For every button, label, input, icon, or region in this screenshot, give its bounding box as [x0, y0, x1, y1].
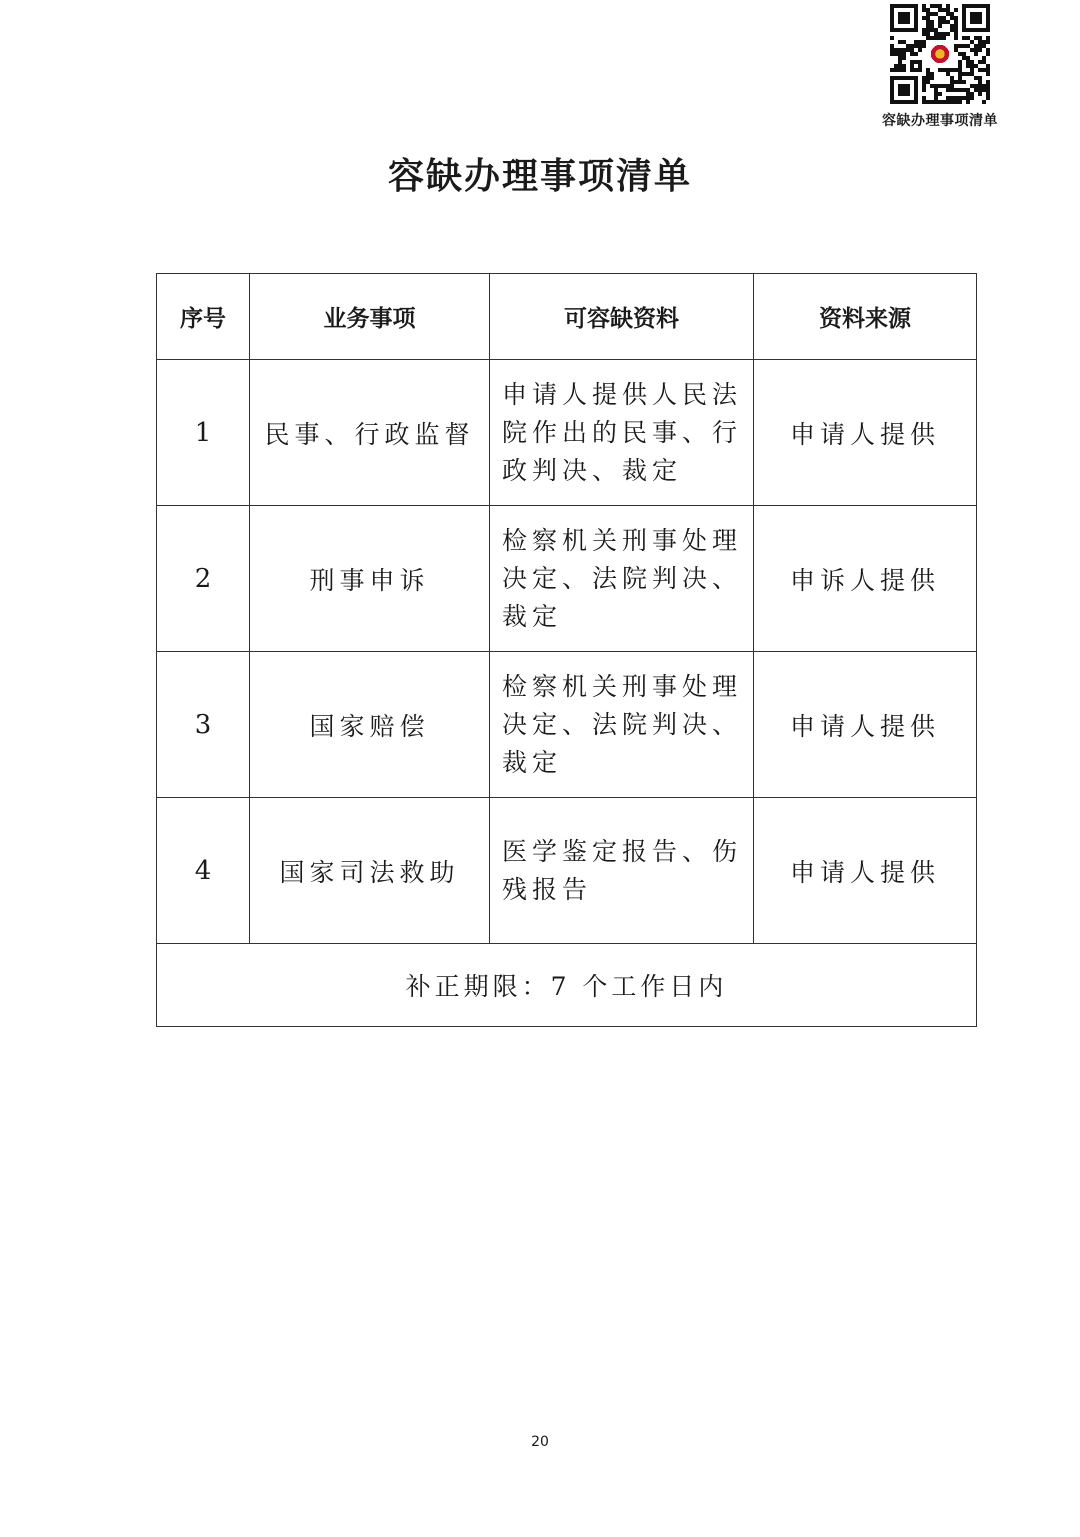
- cell-source: 申请人提供: [754, 652, 977, 798]
- deficiency-items-table: [156, 273, 977, 1027]
- table-row: [157, 360, 977, 506]
- cell-item: 国家司法救助: [250, 798, 490, 944]
- column-header-source: 资料来源: [754, 274, 977, 360]
- column-header-material: 可容缺资料: [490, 274, 754, 360]
- cell-no: 2: [157, 506, 250, 652]
- cell-source: 申诉人提供: [754, 506, 977, 652]
- cell-source: 申请人提供: [754, 798, 977, 944]
- cell-source: 申请人提供: [754, 360, 977, 506]
- cell-material: 检察机关刑事处理决定、法院判决、裁定: [490, 652, 754, 798]
- table-header-row: [157, 274, 977, 360]
- column-header-item: 业务事项: [250, 274, 490, 360]
- column-header-no: 序号: [157, 274, 250, 360]
- cell-item: 国家赔偿: [250, 652, 490, 798]
- cell-no: 3: [157, 652, 250, 798]
- cell-no: 4: [157, 798, 250, 944]
- cell-item: 刑事申诉: [250, 506, 490, 652]
- qr-caption: 容缺办理事项清单: [882, 113, 998, 129]
- qr-code-block: [876, 4, 1004, 130]
- cell-item: 民事、行政监督: [250, 360, 490, 506]
- page-title: 容缺办理事项清单: [387, 155, 692, 197]
- table-footer-row: [157, 944, 977, 1027]
- table-row: [157, 652, 977, 798]
- cell-no: 1: [157, 360, 250, 506]
- page-number: 20: [531, 1434, 549, 1450]
- correction-deadline: 补正期限：7 个工作日内: [157, 944, 977, 1027]
- table-row: [157, 506, 977, 652]
- qr-code-icon: [890, 4, 990, 104]
- cell-material: 检察机关刑事处理决定、法院判决、裁定: [490, 506, 754, 652]
- table-row: [157, 798, 977, 944]
- cell-material: 申请人提供人民法院作出的民事、行政判决、裁定: [490, 360, 754, 506]
- cell-material: 医学鉴定报告、伤残报告: [490, 798, 754, 944]
